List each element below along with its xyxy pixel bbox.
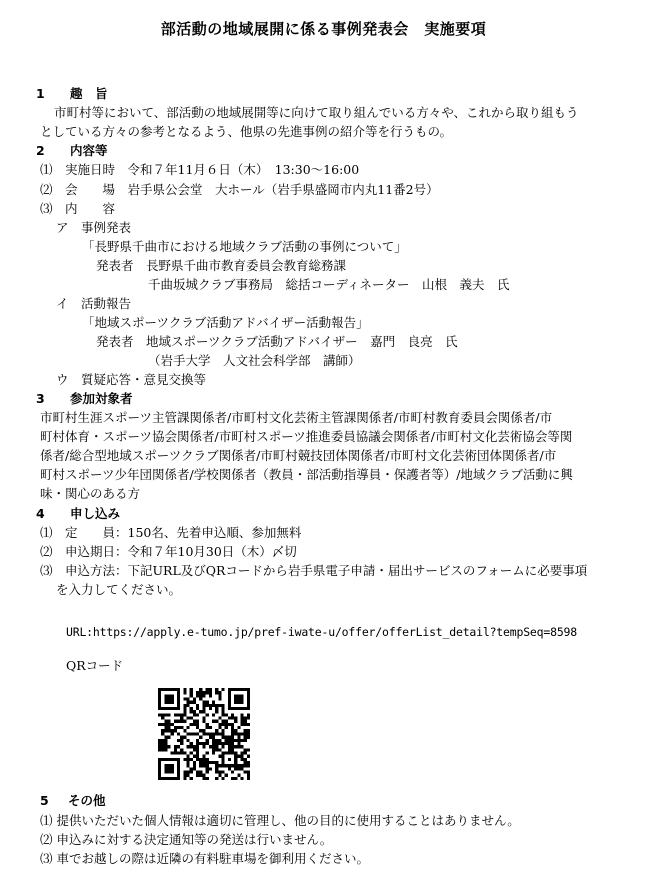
- section-2-number: 2: [36, 143, 45, 158]
- qr-code-label: QRコード: [66, 658, 124, 673]
- target-line-4: 町村スポーツ少年団関係者/学校関係者（教員・部活動指導員・保護者等）/地域クラブ活動に興: [40, 467, 573, 482]
- section-1-body-2: としている方々の参考となるよう、他県の先進事例の紹介等を行うもの。: [40, 124, 453, 139]
- schedule-line: ⑴ 実施日時 令和７年11月６日（木） 13:30～16:00: [40, 162, 360, 177]
- content-line: ⑶ 内 容: [40, 201, 116, 216]
- section-3-heading: [36, 389, 133, 409]
- section-1-title: 趣 旨: [70, 86, 108, 101]
- content-a-heading: ア 事例発表: [56, 220, 132, 235]
- content-b-presenter-2: （岩手大学 人文社会科学部 講師）: [148, 353, 361, 368]
- content-c-heading: ウ 質疑応答・意見交換等: [56, 372, 207, 387]
- method-line-1: ⑶ 申込方法：下記URL及びQRコードから岩手県電子申請・届出サービスのフォームに必要事項: [40, 563, 588, 578]
- section-4-title: 申し込み: [70, 506, 121, 521]
- section-5-title: その他: [68, 793, 106, 808]
- target-line-2: 町村体育・スポーツ協会関係者/市町村スポーツ推進委員協議会関係者/市町村文化芸術協会等関: [40, 429, 573, 444]
- section-1-heading: [36, 84, 108, 104]
- target-line-1: 市町村生涯スポーツ主管課関係者/市町村文化芸術主管課関係者/市町村教育委員会関係者/市: [40, 410, 553, 425]
- venue-line: ⑵ 会 場 岩手県公会堂 大ホール（岩手県盛岡市内丸11番2号）: [40, 182, 439, 197]
- section-3-title: 参加対象者: [70, 391, 133, 406]
- target-line-3: 係者/総合型地域スポーツクラブ関係者/市町村競技団体関係者/市町村文化芸術団体関係者/市: [40, 448, 557, 463]
- section-2-heading: [36, 141, 108, 161]
- section-2-title: 内容等: [70, 143, 108, 158]
- section-1-number: 1: [36, 86, 45, 101]
- deadline-line: ⑵ 申込期日：令和７年10月30日（木）〆切: [40, 544, 297, 559]
- other-line-3: ⑶ 車でお越しの際は近隣の有料駐車場を御利用ください。: [40, 851, 369, 866]
- other-line-2: ⑵ 申込みに対する決定通知等の発送は行いません。: [40, 832, 333, 847]
- section-5-heading: [40, 791, 106, 811]
- section-5-number: 5: [40, 793, 49, 808]
- content-b-title: 「地域スポーツクラブ活動アドバイザー活動報告」: [82, 315, 369, 330]
- content-b-presenter-1: 発表者 地域スポーツクラブ活動アドバイザー 嘉門 良亮 氏: [96, 334, 458, 349]
- application-url-link[interactable]: URL:https://apply.e-tumo.jp/pref-iwate-u/offer/offerList_detail?tempSeq=8598: [66, 625, 577, 639]
- page-title: 部活動の地域展開に係る事例発表会 実施要項: [160, 20, 487, 38]
- section-3-number: 3: [36, 391, 45, 406]
- method-line-2: を入力してください。: [56, 582, 182, 597]
- target-line-5: 味・関心のある方: [40, 486, 141, 501]
- content-a-presenter-1: 発表者 長野県千曲市教育委員会教育総務課: [96, 258, 347, 273]
- capacity-line: ⑴ 定 員：150名、先着申込順、参加無料: [40, 525, 302, 540]
- section-1-body-1: 市町村等において、部活動の地域展開等に向けて取り組んでいる方々や、これから取り組もう: [54, 105, 579, 120]
- qr-code-icon[interactable]: [158, 688, 250, 780]
- other-line-1: ⑴ 提供いただいた個人情報は適切に管理し、他の目的に使用することはありません。: [40, 813, 520, 828]
- section-4-number: 4: [36, 506, 45, 521]
- section-4-heading: [36, 504, 120, 524]
- content-b-heading: イ 活動報告: [56, 296, 132, 311]
- content-a-presenter-2: 千曲坂城クラブ事務局 総括コーディネーター 山根 義夫 氏: [148, 277, 510, 292]
- content-a-title: 「長野県千曲市における地域クラブ活動の事例について」: [82, 239, 407, 254]
